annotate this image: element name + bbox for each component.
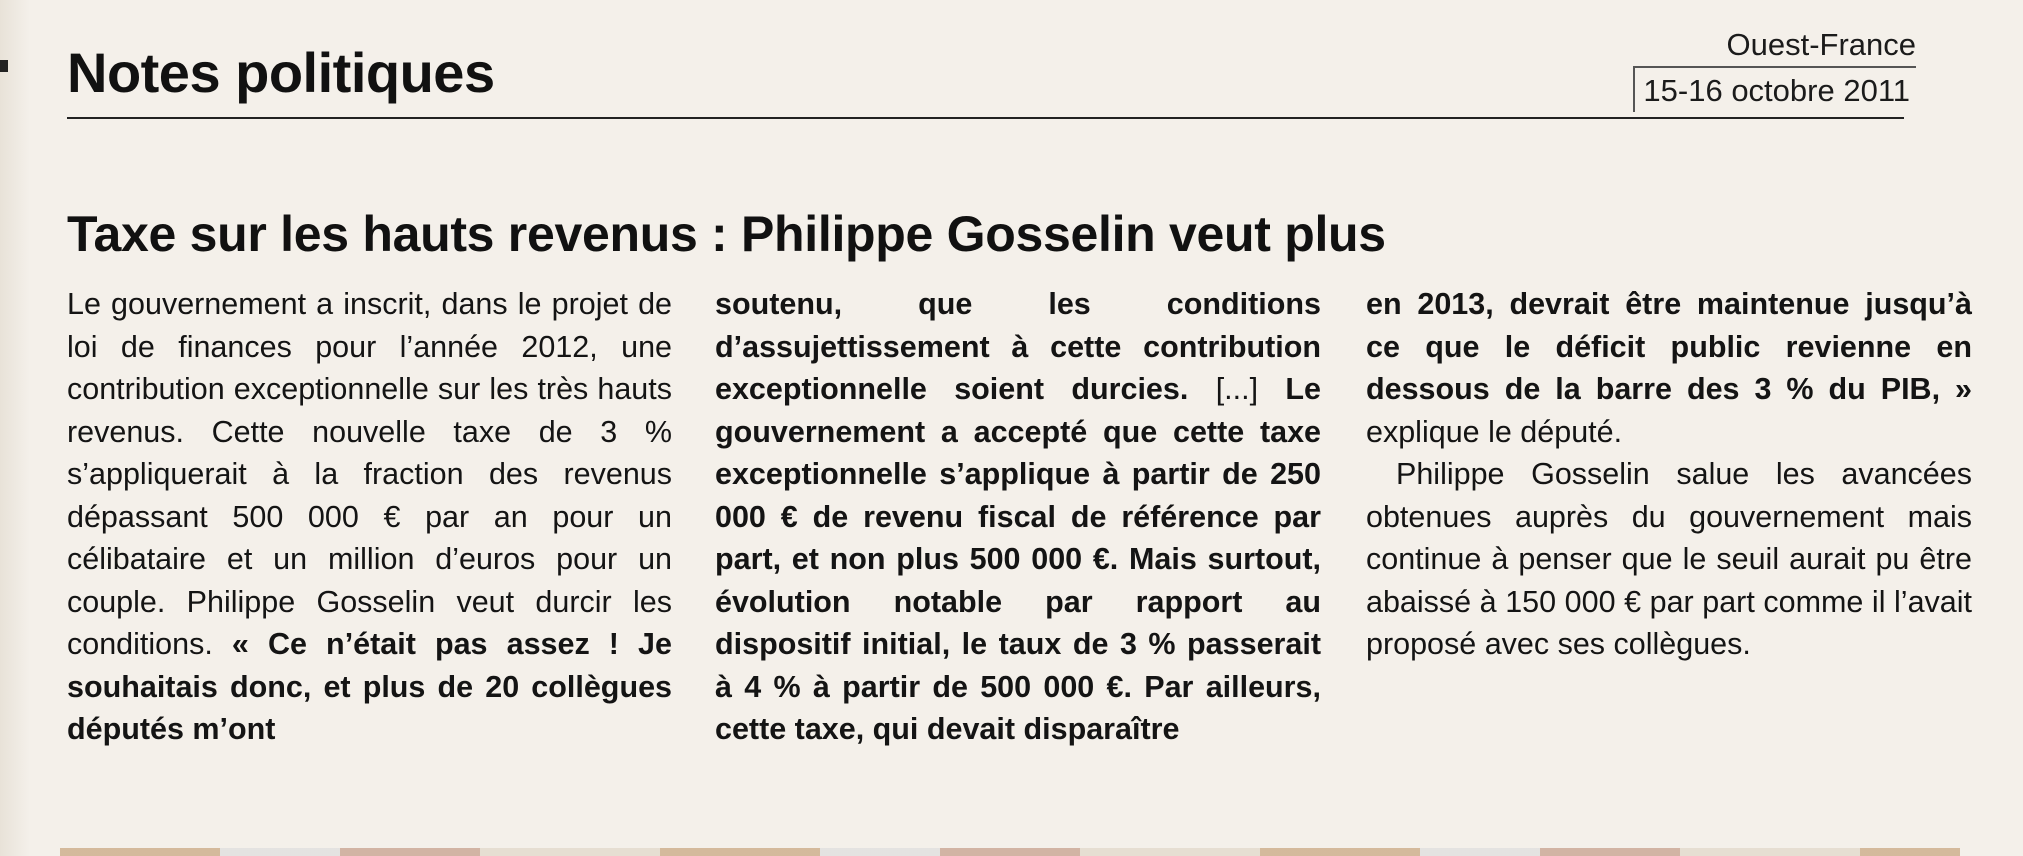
publication-date: 15-16 octobre 2011 [1633,66,1916,112]
section-title: Notes politiques [67,41,495,104]
publication-name: Ouest-France [1726,27,1916,62]
ellipsis: [...] [1215,372,1259,406]
article-column-3 [1366,283,1972,666]
article-column-1 [67,283,672,751]
article-column-2 [715,283,1321,751]
page-edge [0,0,30,856]
publication-info [1633,24,1916,112]
article-headline: Taxe sur les hauts revenus : Philippe Gosselin veut plus [67,206,1386,262]
article-paragraph: Philippe Gosselin salue les avancées obtenues auprès du gouvernement mais continue à penser que le seuil aurait pu être abaissé à 150 000 € par part comme il l’avait proposé avec ses collègues. [1366,457,1972,661]
quote-text: Le gouvernement a accepté que cette taxe exceptionnelle s’applique à partir de 250 000 € de revenu fiscal de référence par part, et non plus 500 000 €. Mais surtout, évolution notable par rapport au dispositif initial, le taux de 3 % passerait à 4 % à partir de 500 000 €. Par ailleurs, cette taxe, qui devait disparaître [715,372,1321,746]
quote-text: en 2013, devrait être maintenue jusqu’à ce que le déficit public revienne en dessous de la barre des 3 % du PIB, » [1366,287,1972,406]
article-paragraph [1366,283,1972,453]
article-text: explique le député. [1366,414,1623,449]
article-paragraph [67,283,672,751]
section-rule [67,117,1904,119]
quote-text: soutenu, que les conditions d’assujettissement à cette contribution exceptionnelle soient durcies. [715,287,1321,406]
article-paragraph [715,283,1321,751]
page-bottom-edge [60,848,1960,856]
edge-mark [0,60,8,72]
article-text: Le gouvernement a inscrit, dans le projet de loi de finances pour l’année 2012, une contribution exceptionnelle sur les très hauts revenus. Cette nouvelle taxe de 3 % s’appliquerait à la fraction des revenus dépassant 500 000 € par an pour un célibataire et un million d’euros pour un couple. Philippe Gosselin veut durcir les conditions. [67,287,672,661]
quote-text: « Ce n’était pas assez ! Je souhaitais donc, et plus de 20 collègues députés m’ont [67,627,672,746]
